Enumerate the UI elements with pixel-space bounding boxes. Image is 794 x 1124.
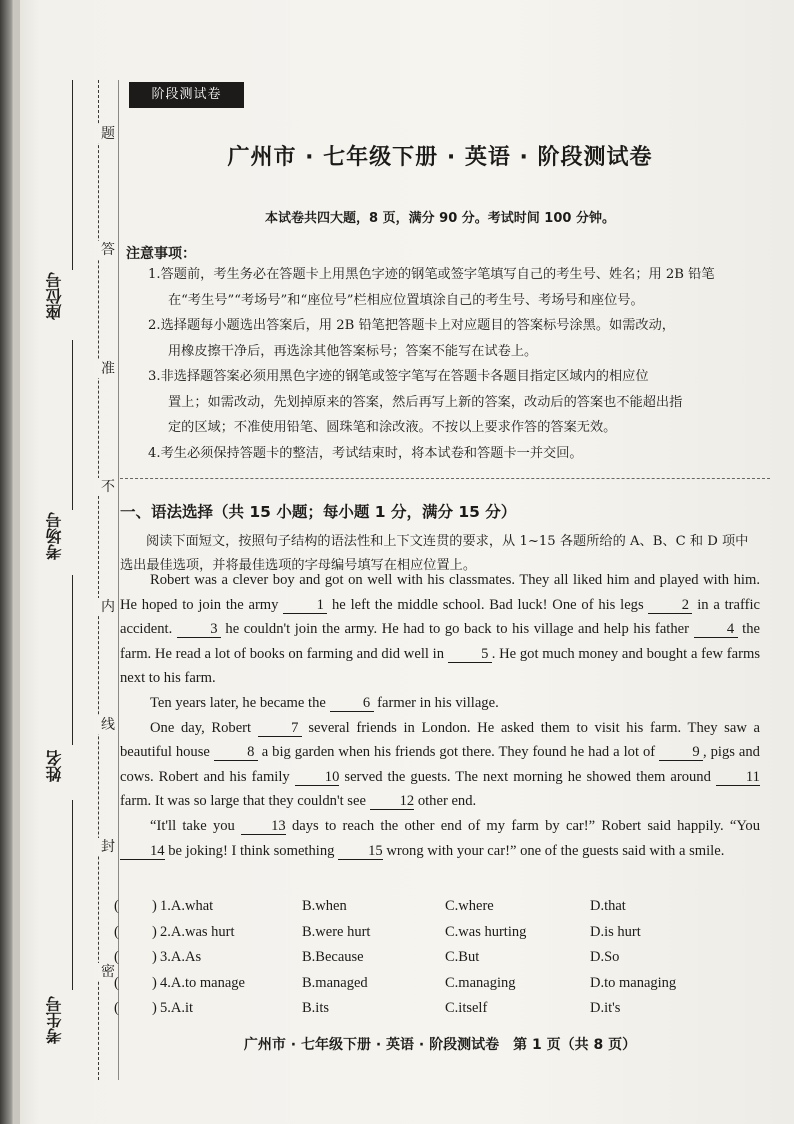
- blank-5: 5: [448, 646, 492, 663]
- note-item: 2.选择题每小题选出答案后，用 2B 铅笔把答题卡上对应题目的答案标号涂黑。如需改动，: [148, 318, 675, 333]
- answer-paren-open: (: [114, 974, 119, 991]
- options-list: [114, 898, 774, 1026]
- option-b: B.Because: [302, 949, 364, 965]
- blank-2: 2: [648, 597, 692, 614]
- answer-paren-close: ): [152, 1000, 157, 1016]
- note-item: 4.考生必须保持答题卡的整洁，考试结束时，将本试卷和答题卡一并交回。: [148, 445, 583, 461]
- paper-type-badge: 阶段测试卷: [129, 82, 244, 108]
- field-line-seat: [72, 80, 73, 270]
- passage-text: days to reach the other end of my farm by car!” Robert said happily. “You: [285, 817, 760, 834]
- option-a: 5.A.it: [160, 1000, 194, 1016]
- field-label-id: 考生号: [45, 996, 64, 1044]
- passage-text: One day, Robert: [150, 719, 258, 736]
- option-d: D.is hurt: [590, 923, 641, 940]
- blank-6: 6: [330, 695, 374, 712]
- passage-text: he couldn't join the army. He had to go back to his village and help his father: [220, 621, 694, 638]
- scan-edge-shadow: [0, 0, 14, 1124]
- blank-1: 1: [283, 597, 327, 614]
- blank-3: 3: [177, 621, 221, 638]
- note-item-continued: 置上；如需改动，先划掉原来的答案，然后再写上新的答案，改动后的答案也不能超出指: [168, 394, 683, 410]
- passage-text: several friends in London. He asked them to visit his farm. They saw a beautiful house: [120, 719, 760, 761]
- option-a: 2.A.was hurt: [160, 923, 235, 940]
- seal-char: 答: [98, 241, 118, 259]
- option-d: D.So: [590, 949, 620, 965]
- field-line-room: [72, 340, 73, 510]
- passage-paragraph: [120, 568, 760, 691]
- binding-dashed-line: [98, 80, 99, 1080]
- answer-paren-open: (: [114, 923, 119, 940]
- notes-list: [148, 262, 768, 466]
- seal-char: 封: [98, 838, 118, 856]
- blank-10: 10: [295, 769, 340, 786]
- option-b: B.were hurt: [302, 923, 371, 940]
- note-item-continued: 在“考生号”“考场号”和“座位号”栏相应位置填涂自己的考生号、考场号和座位号。: [168, 292, 644, 308]
- blank-14: 14: [120, 843, 165, 860]
- passage-paragraph: [120, 691, 760, 716]
- passage-text: “It'll take you: [150, 817, 242, 834]
- passage-text: served the guests. The next morning he showed them around: [339, 768, 716, 785]
- page-title: 广州市 · 七年级下册 · 英语 · 阶段测试卷: [227, 145, 653, 170]
- passage-text: the farm. He read a lot of books on farming and did well in: [120, 621, 760, 662]
- notes-heading: 注意事项：: [126, 246, 196, 262]
- blank-4: 4: [694, 621, 738, 638]
- question-options-row: [114, 924, 774, 950]
- option-c: C.managing: [445, 974, 516, 991]
- answer-paren-open: (: [114, 898, 119, 914]
- passage-text: in a traffic accident.: [120, 596, 760, 638]
- passage-text: be joking! I think something: [164, 842, 339, 859]
- option-c: C.itself: [445, 1000, 488, 1016]
- section-heading: 一、语法选择（共 15 小题；每小题 1 分，满分 15 分）: [120, 503, 517, 521]
- note-item: 3.非选择题答案必须用黑色字迹的钢笔或签字笔写在答题卡各题目指定区域内的相应位: [148, 369, 649, 384]
- scan-edge: [14, 0, 20, 1124]
- blank-15: 15: [338, 843, 383, 860]
- answer-paren-close: ): [152, 898, 157, 914]
- field-line-id: [72, 800, 73, 990]
- page-footer: 广州市 · 七年级下册 · 英语 · 阶段测试卷 第 1 页（共 8 页）: [243, 1037, 637, 1053]
- passage-text: . He got much money and bought a few farms next to his farm.: [120, 645, 760, 687]
- option-a: 4.A.to manage: [160, 974, 245, 991]
- question-options-row: [114, 898, 774, 924]
- option-c: C.where: [445, 898, 494, 914]
- passage-text: he left the middle school. Bad luck! One of his legs: [327, 596, 649, 613]
- passage-paragraph: [120, 716, 760, 814]
- field-label-room: 考场号: [45, 512, 64, 560]
- passage-text: Ten years later, he became the: [150, 694, 330, 711]
- blank-12: 12: [370, 793, 415, 810]
- note-item: 1.答题前，考生务必在答题卡上用黑色字迹的钢笔或签字笔填写自己的考生号、姓名；用 2B 铅笔: [148, 267, 715, 282]
- option-a: 1.A.what: [160, 898, 214, 914]
- answer-paren-open: (: [114, 1000, 119, 1016]
- passage-text: other end.: [414, 793, 477, 810]
- blank-8: 8: [214, 744, 258, 761]
- question-options-row: [114, 975, 774, 1001]
- blank-13: 13: [241, 818, 286, 835]
- answer-paren-close: ): [152, 974, 157, 991]
- answer-paren-open: (: [114, 949, 119, 965]
- option-b: B.managed: [302, 974, 368, 991]
- field-line-name: [72, 575, 73, 745]
- seal-char: 线: [98, 716, 118, 734]
- notes-divider: [120, 478, 770, 479]
- passage-text: farmer in his village.: [373, 694, 499, 711]
- field-label-seat: 座位号: [45, 272, 64, 320]
- seal-char: 准: [98, 360, 118, 378]
- reading-passage: [120, 568, 760, 863]
- page-subtitle: 本试卷共四大题，8 页，满分 90 分。考试时间 100 分钟。: [265, 211, 615, 226]
- passage-text: Robert was a clever boy and got on well with his classmates. They all liked him and played with him. He hoped to join the army: [120, 572, 760, 613]
- note-item-continued: 定的区域；不准使用铅笔、圆珠笔和涂改液。不按以上要求作答的答案无效。: [168, 420, 617, 435]
- note-item-continued: 用橡皮擦干净后，再选涂其他答案标号；答案不能写在试卷上。: [168, 343, 538, 359]
- blank-9: 9: [659, 744, 703, 761]
- passage-text: wrong with your car!” one of the guests said with a smile.: [382, 842, 725, 859]
- passage-text: , pigs and cows. Robert and his family: [120, 744, 760, 785]
- option-b: B.when: [302, 898, 347, 914]
- passage-paragraph: [120, 814, 760, 863]
- question-options-row: [114, 1000, 774, 1026]
- blank-7: 7: [258, 720, 302, 737]
- option-c: C.But: [445, 949, 480, 965]
- answer-paren-close: ): [152, 949, 157, 965]
- option-c: C.was hurting: [445, 923, 527, 940]
- field-label-name: 姓名: [45, 750, 64, 782]
- question-options-row: [114, 949, 774, 975]
- option-d: D.that: [590, 898, 626, 914]
- option-b: B.its: [302, 1000, 329, 1016]
- passage-text: farm. It was so large that they couldn't see: [120, 793, 370, 810]
- option-d: D.to managing: [590, 974, 677, 991]
- seal-char: 不: [98, 478, 118, 496]
- passage-text: a big garden when his friends got there. They found he had a lot of: [257, 744, 660, 761]
- seal-char: 密: [98, 963, 118, 981]
- option-a: 3.A.As: [160, 949, 202, 965]
- seal-char: 题: [98, 125, 118, 143]
- section-instruction: 阅读下面短文，按照句子结构的语法性和上下文连贯的要求，从 1~15 各题所给的 A、B、C 和 D 项中选出最佳选项，并将最佳选项的字母编号填写在相应位置上。: [120, 534, 749, 573]
- blank-11: 11: [716, 769, 760, 786]
- seal-char: 内: [98, 598, 118, 616]
- option-d: D.it's: [590, 1000, 621, 1016]
- answer-paren-close: ): [152, 923, 157, 940]
